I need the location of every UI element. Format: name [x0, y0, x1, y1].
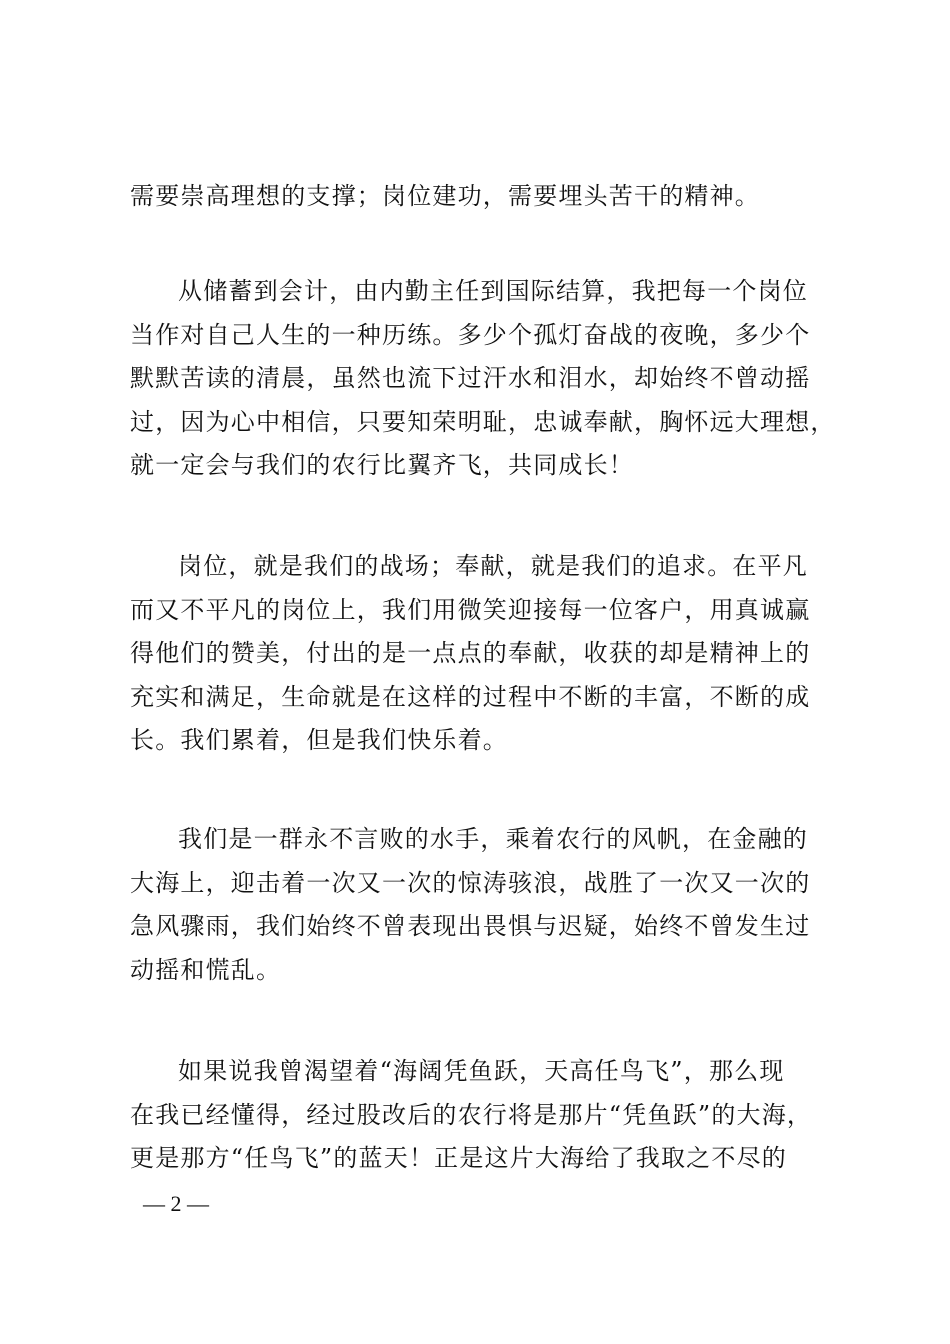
text-line: 岗位，就是我们的战场；奉献，就是我们的追求。在平凡: [178, 552, 808, 580]
text-line: 默默苦读的清晨，虽然也流下过汗水和泪水，却始终不曾动摇: [130, 364, 811, 392]
paragraph-3: [130, 545, 820, 763]
paragraph-2: [130, 270, 836, 488]
text-line: 而又不平凡的岗位上，我们用微笑迎接每一位客户，用真诚赢: [130, 595, 811, 624]
text-line: 如果说我曾渴望着“海阔凭鱼跃，天高任鸟飞”，那么现: [178, 1057, 785, 1085]
text-line: 我们是一群永不言败的水手，乘着农行的风帆，在金融的: [178, 825, 808, 853]
text-line: 充实和满足，生命就是在这样的过程中不断的丰富，不断的成: [130, 682, 811, 711]
text-line: 从储蓄到会计，由内勤主任到国际结算，我把每一个岗位: [178, 277, 808, 305]
text-line: 急风骤雨，我们始终不曾表现出畏惧与迟疑，始终不曾发生过: [130, 912, 811, 940]
text-line: 长。我们累着，但是我们快乐着。: [130, 726, 508, 754]
text-line: 过，因为心中相信，只要知荣明耻，忠诚奉献，胸怀远大理想，: [130, 407, 836, 436]
paragraph-4: [130, 818, 820, 992]
text-line: 动摇和慌乱。: [130, 955, 282, 984]
text-line: 更是那方“任鸟飞”的蓝天！正是这片大海给了我取之不尽的: [130, 1144, 787, 1172]
paragraph-1: [130, 175, 820, 219]
paragraph-5: [130, 1050, 820, 1181]
text-line: 在我已经懂得，经过股改后的农行将是那片“凭鱼跃”的大海，: [130, 1100, 813, 1129]
text-line: 得他们的赞美，付出的是一点点的奉献，收获的却是精神上的: [130, 639, 811, 667]
page-number: — 2 —: [143, 1191, 209, 1216]
text-line: 需要崇高理想的支撑；岗位建功，需要埋头苦干的精神。: [130, 182, 760, 210]
text-line: 大海上，迎击着一次又一次的惊涛骇浪，战胜了一次又一次的: [130, 868, 811, 897]
text-line: 当作对自己人生的一种历练。多少个孤灯奋战的夜晚，多少个: [130, 320, 811, 349]
text-line: 就一定会与我们的农行比翼齐飞，共同成长！: [130, 451, 634, 479]
